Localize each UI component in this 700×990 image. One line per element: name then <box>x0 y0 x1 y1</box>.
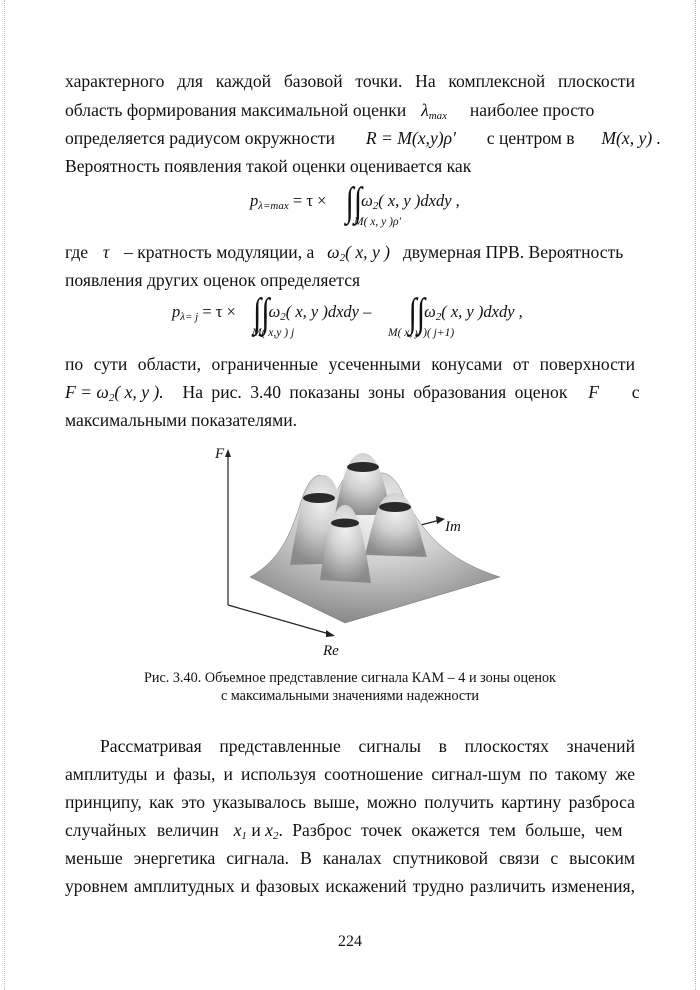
paragraph3-line1: по сути области, ограниченные усеченными конусами от поверхности <box>65 354 635 374</box>
label-re: Re <box>323 643 339 659</box>
paragraph4-line2: амплитуды и фазы, и используя соотношение сигнал-шум по такому же <box>65 764 635 784</box>
text-fragment: На рис. 3.40 показаны зоны образования оценок <box>182 382 568 402</box>
formula-2: $p_{\lambda= j} = \tau \times \int\int\omega_2$( x, y )dxdy – $\int\int\omega_2$( x, y )dxdy , <box>172 291 523 336</box>
figure-caption-line2: с максимальными значениями надежности <box>220 688 480 704</box>
paragraph1-line1: характерного для каждой базовой точки. На комплексной плоскости <box>65 71 635 91</box>
paragraph3-line3: максимальными показателями. <box>65 410 298 430</box>
double-integral-sign: ∫∫ <box>345 180 363 225</box>
page-border-right <box>695 0 696 990</box>
paragraph4-line6: уровнем амплитудных и фазовых искажений трудно различить изменения, <box>65 876 635 896</box>
radius-formula: R = M(x,y)ρ′ <box>365 128 456 148</box>
f-formula: $F = \omega_2$( x, y ). <box>65 382 164 404</box>
page-border-left <box>4 0 5 990</box>
zone-ellipse-top <box>347 462 379 472</box>
formula-1-limit: M( x, y )ρ′ <box>354 216 401 228</box>
label-im: Im <box>445 519 461 535</box>
lambda-max-symbol: $\lambda_{max}$ <box>421 100 448 122</box>
text-fragment: наиболее просто <box>469 100 595 120</box>
text-fragment: – кратность модуляции, а <box>124 242 315 262</box>
text-fragment: двумерная ПРВ. Вероятность <box>402 242 624 262</box>
zone-ellipse-front <box>331 519 359 528</box>
center-formula: M(x, y) . <box>601 128 661 148</box>
formula-1: $p_{\lambda=max} = \tau \times \int\int\omega_2$( x, y )dxdy , <box>250 180 460 225</box>
figure-caption-line1: Рис. 3.40. Объемное представление сигнала КАМ – 4 и зоны оценок <box>144 670 556 686</box>
tau-symbol: τ <box>102 242 110 262</box>
formula-2-limit-2: M( x, y )( j+1) <box>388 327 455 339</box>
paragraph1-line3 <box>65 127 661 149</box>
text-fragment: и <box>251 820 261 840</box>
formula-2-limit-1: M( x,y ) j <box>252 327 295 339</box>
zone-ellipse-left <box>303 493 335 503</box>
axis-f-arrow <box>225 449 231 457</box>
axis-re-arrow <box>326 630 335 637</box>
page-number: 224 <box>338 933 362 950</box>
x2-symbol: $x_2$ <box>265 820 279 842</box>
text-fragment: с центром в <box>486 128 575 148</box>
paragraph1-line4: Вероятность появления такой оценки оценивается как <box>65 156 472 176</box>
zone-ellipse-right <box>379 502 411 512</box>
text-fragment: определяется радиусом окружности <box>65 128 335 148</box>
paragraph3-line2 <box>65 381 640 404</box>
paragraph1-line2 <box>65 99 635 121</box>
paragraph4-line4 <box>65 819 635 841</box>
text-fragment: где <box>65 242 89 262</box>
label-f: F <box>215 446 225 462</box>
double-integral-sign: ∫∫ <box>408 291 426 336</box>
text-fragment: . Разброс точек окажется тем больше, чем <box>278 820 623 840</box>
axis-im-arrow <box>436 516 445 524</box>
paragraph4-line3: принципу, как это указывалось выше, можно получить картину разброса <box>65 792 635 812</box>
text-fragment: с <box>631 382 640 402</box>
f-symbol: F <box>588 382 599 402</box>
text-fragment: случайных величин <box>65 820 219 840</box>
x1-symbol: $x_1$ <box>233 820 247 842</box>
paragraph2-line1 <box>65 241 635 263</box>
text-fragment: область формирования максимальной оценки <box>65 100 407 120</box>
double-integral-sign: ∫∫ <box>253 291 270 336</box>
paragraph2-line2: появления других оценок определяется <box>65 270 361 290</box>
paragraph4-line1: Рассматривая представленные сигналы в плоскостях значений <box>100 736 635 756</box>
omega-function: $\omega_2$( x, y ) <box>327 242 391 264</box>
paragraph4-line5: меньше энергетика сигнала. В каналах спутниковой связи с высоким <box>65 848 635 868</box>
qam4-3d-surface-figure <box>195 445 515 660</box>
